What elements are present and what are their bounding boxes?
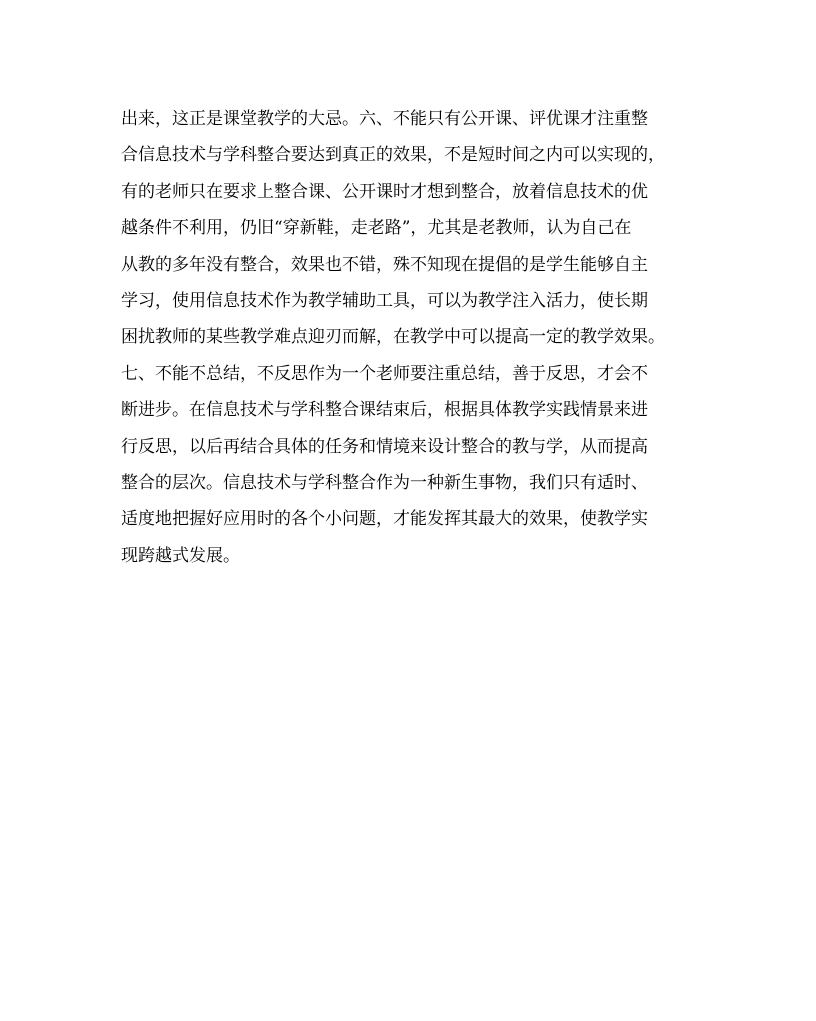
text-line-8: 七、不能不总结，不反思作为一个老师要注重总结，善于反思，才会不 (121, 363, 648, 384)
text-line-3: 有的老师只在要求上整合课、公开课时才想到整合，放着信息技术的优 (121, 181, 648, 202)
text-line-2: 合信息技术与学科整合要达到真正的效果，不是短时间之内可以实现的， (121, 145, 665, 166)
text-line-6: 学习，使用信息技术作为教学辅助工具，可以为教学注入活力，使长期 (121, 290, 648, 311)
text-line-10: 行反思，以后再结合具体的任务和情境来设计整合的教与学，从而提高 (121, 436, 648, 457)
text-line-4: 越条件不利用，仍旧“穿新鞋，走老路”，尤其是老教师，认为自己在 (121, 218, 632, 239)
text-line-7: 困扰教师的某些教学难点迎刃而解，在教学中可以提高一定的教学效果。 (121, 327, 665, 348)
text-line-12: 适度地把握好应用时的各个小问题，才能发挥其最大的效果，使教学实 (121, 509, 648, 530)
text-line-1: 出来，这正是课堂教学的大忌。六、不能只有公开课、评优课才注重整 (121, 109, 648, 129)
text-line-9: 断进步。在信息技术与学科整合课结束后，根据具体教学实践情景来进 (121, 400, 648, 421)
body-text (121, 101, 721, 574)
text-line-13: 现跨越式发展。 (121, 545, 240, 566)
text-line-11: 整合的层次。信息技术与学科整合作为一种新生事物，我们只有适时、 (121, 472, 648, 493)
text-line-5: 从教的多年没有整合，效果也不错，殊不知现在提倡的是学生能够自主 (121, 254, 648, 275)
